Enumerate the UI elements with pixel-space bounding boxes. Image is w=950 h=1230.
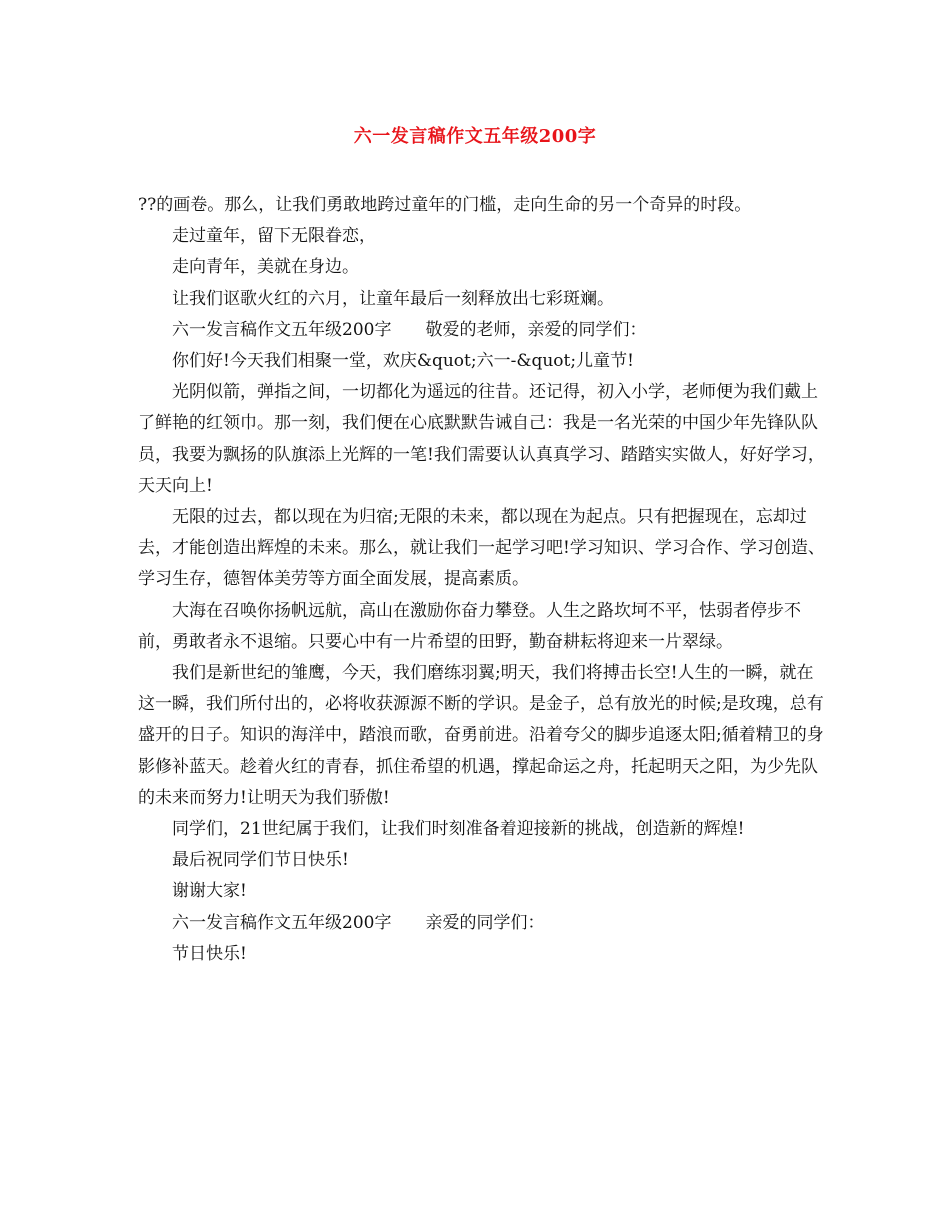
paragraph: 光阴似箭，弹指之间，一切都化为遥远的往昔。还记得，初入小学，老师便为我们戴上了鲜艳的红领巾。那一刻，我们便在心底默默告诫自己：我是一名光荣的中国少年先锋队队员，我要为飘扬的队旗添上光辉的一笔!我们需要认认真真学习、踏踏实实做人，好好学习，天天向上! — [138, 382, 825, 496]
paragraph: 无限的过去，都以现在为归宿;无限的未来，都以现在为起点。只有把握现在，忘却过去，才能创造出辉煌的未来。那么，就让我们一起学习吧!学习知识、学习合作、学习创造、学习生存，德智体美劳等方面全面发展，提高素质。 — [138, 507, 825, 590]
paragraph: 走过童年，留下无限眷恋， — [172, 226, 376, 247]
paragraph: 我们是新世纪的雏鹰，今天，我们磨练羽翼;明天，我们将搏击长空!人生的一瞬，就在这一瞬，我们所付出的，必将收获源源不断的学识。是金子，总有放光的时候;是玫瑰，总有盛开的日子。知识的海洋中，踏浪而歌，奋勇前进。沿着夸父的脚步追逐太阳;循着精卫的身影修补蓝天。趁着火红的青春，抓住希望的机遇，撑起命运之舟，托起明天之阳，为少先队的未来而努力!让明天为我们骄傲! — [138, 663, 824, 808]
paragraph: 谢谢大家! — [172, 881, 247, 902]
paragraph: 你们好!今天我们相聚一堂，欢庆&quot;六一-&quot;儿童节! — [172, 351, 634, 372]
paragraph: 六一发言稿作文五年级200字 敬爱的老师，亲爱的同学们： — [172, 319, 647, 340]
document-body — [138, 190, 828, 970]
paragraph: 最后祝同学们节日快乐! — [172, 850, 349, 871]
paragraph: 节日快乐! — [172, 943, 247, 964]
paragraph: 让我们讴歌火红的六月，让童年最后一刻释放出七彩斑斓。 — [172, 288, 614, 309]
document-title: 六一发言稿作文五年级200字 — [353, 126, 597, 147]
paragraph: ??的画卷。那么，让我们勇敢地跨过童年的门槛，走向生命的另一个奇异的时段。 — [138, 195, 752, 215]
paragraph: 走向青年，美就在身边。 — [172, 257, 359, 278]
paragraph: 同学们，21世纪属于我们，让我们时刻准备着迎接新的挑战，创造新的辉煌! — [172, 819, 745, 840]
paragraph: 大海在召唤你扬帆远航，高山在激励你奋力攀登。人生之路坎坷不平，怯弱者停步不前，勇敢者永不退缩。只要心中有一片希望的田野，勤奋耕耘将迎来一片翠绿。 — [138, 600, 801, 652]
paragraph: 六一发言稿作文五年级200字 亲爱的同学们： — [172, 912, 545, 933]
